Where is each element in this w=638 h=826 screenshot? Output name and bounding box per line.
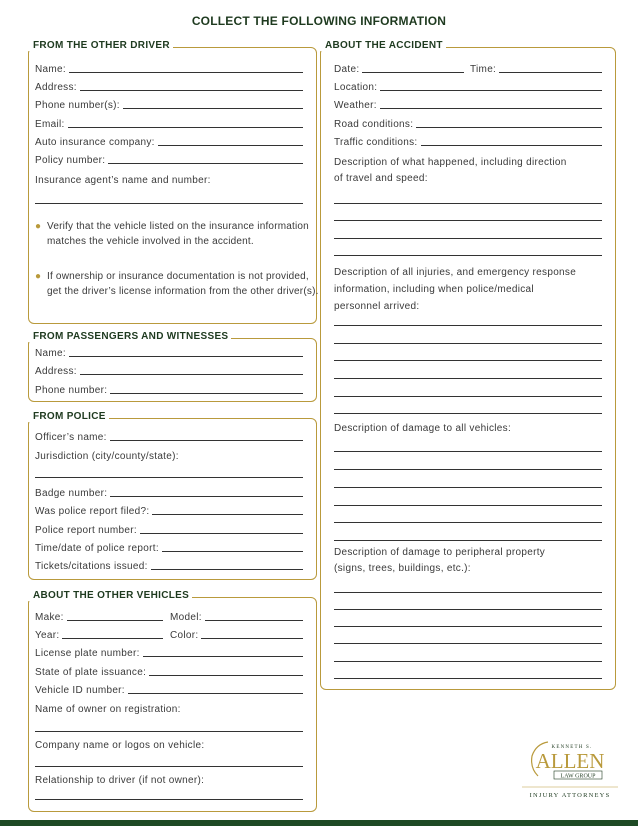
color-field[interactable]: Color:	[170, 630, 303, 641]
make-field[interactable]: Make:	[35, 612, 163, 623]
logo-name-text: ALLEN	[535, 749, 605, 773]
witness-name-field[interactable]: Name:	[35, 348, 303, 359]
desc3-line[interactable]	[334, 540, 602, 541]
traffic-conditions-field[interactable]: Traffic conditions:	[334, 137, 602, 148]
desc2-line[interactable]	[334, 413, 602, 414]
report-time-field[interactable]: Time/date of police report:	[35, 543, 303, 554]
desc3-line[interactable]	[334, 522, 602, 523]
witness-address-field[interactable]: Address:	[35, 366, 303, 377]
badge-number-field[interactable]: Badge number:	[35, 488, 303, 499]
allen-law-group-logo	[520, 738, 620, 800]
section-heading: FROM THE OTHER DRIVER	[27, 40, 173, 51]
desc-what-happened-label: Description of what happened, including direction of travel and speed:	[334, 157, 567, 184]
desc-injuries-label: Description of all injuries, and emergency response information, including when police/medical personnel arrived:	[334, 267, 577, 312]
desc3-line[interactable]	[334, 505, 602, 506]
relationship-label: Relationship to driver (if not owner):	[35, 775, 205, 786]
year-field[interactable]: Year:	[35, 630, 163, 641]
desc2-line[interactable]	[334, 378, 602, 379]
jurisdiction-line[interactable]	[35, 477, 303, 478]
logo-mark	[520, 738, 620, 800]
driver-phone-field[interactable]: Phone number(s):	[35, 100, 303, 111]
desc1-line[interactable]	[334, 238, 602, 239]
plate-number-field[interactable]: License plate number:	[35, 648, 303, 659]
desc4-line[interactable]	[334, 592, 602, 593]
owner-line[interactable]	[35, 731, 303, 732]
desc4-line[interactable]	[334, 626, 602, 627]
driver-agent-label: Insurance agent’s name and number:	[35, 175, 211, 186]
desc-vehicle-damage-label: Description of damage to all vehicles:	[334, 423, 512, 434]
desc4-line[interactable]	[334, 678, 602, 679]
jurisdiction-label: Jurisdiction (city/county/state):	[35, 451, 179, 462]
page-title: COLLECT THE FOLLOWING INFORMATION	[191, 14, 447, 28]
desc2-line[interactable]	[334, 396, 602, 397]
time-field[interactable]: Time:	[470, 64, 602, 75]
weather-field[interactable]: Weather:	[334, 100, 602, 111]
desc4-line[interactable]	[334, 643, 602, 644]
report-filed-field[interactable]: Was police report filed?:	[35, 506, 303, 517]
footer-bar	[0, 820, 638, 826]
driver-policy-field[interactable]: Policy number:	[35, 155, 303, 166]
desc2-line[interactable]	[334, 325, 602, 326]
road-conditions-field[interactable]: Road conditions:	[334, 119, 602, 130]
driver-address-field[interactable]: Address:	[35, 82, 303, 93]
location-field[interactable]: Location:	[334, 82, 602, 93]
logo-top-text: KENNETH S.	[551, 745, 593, 750]
officer-name-field[interactable]: Officer’s name:	[35, 432, 303, 443]
driver-name-field[interactable]: Name:	[35, 64, 303, 75]
desc-property-damage-label: Description of damage to peripheral property (signs, trees, buildings, etc.):	[334, 547, 546, 574]
relationship-line[interactable]	[35, 799, 303, 800]
desc1-line[interactable]	[334, 255, 602, 256]
date-field[interactable]: Date:	[334, 64, 464, 75]
desc4-line[interactable]	[334, 661, 602, 662]
bullet-license: ● If ownership or insurance documentation is not provided, get the driver’s license information from the other driver(s).	[35, 271, 319, 297]
section-heading: ABOUT THE ACCIDENT	[319, 40, 446, 51]
report-number-field[interactable]: Police report number:	[35, 525, 303, 536]
driver-insurance-field[interactable]: Auto insurance company:	[35, 137, 303, 148]
owner-label: Name of owner on registration:	[35, 704, 181, 715]
logo-tagline-text: INJURY ATTORNEYS	[529, 792, 611, 799]
desc3-line[interactable]	[334, 469, 602, 470]
plate-state-field[interactable]: State of plate issuance:	[35, 667, 303, 678]
desc2-line[interactable]	[334, 343, 602, 344]
model-field[interactable]: Model:	[170, 612, 303, 623]
tickets-field[interactable]: Tickets/citations issued:	[35, 561, 303, 572]
company-label: Company name or logos on vehicle:	[35, 740, 205, 751]
driver-agent-line[interactable]	[35, 203, 303, 204]
driver-email-field[interactable]: Email:	[35, 119, 303, 130]
company-line[interactable]	[35, 766, 303, 767]
desc4-line[interactable]	[334, 609, 602, 610]
witness-phone-field[interactable]: Phone number:	[35, 385, 303, 396]
section-heading: FROM PASSENGERS AND WITNESSES	[27, 331, 231, 342]
vin-field[interactable]: Vehicle ID number:	[35, 685, 303, 696]
section-heading: FROM POLICE	[27, 411, 109, 422]
desc2-line[interactable]	[334, 360, 602, 361]
desc3-line[interactable]	[334, 487, 602, 488]
logo-sub-text: LAW GROUP	[560, 773, 596, 780]
bullet-icon: ●	[35, 221, 42, 232]
desc3-line[interactable]	[334, 451, 602, 452]
desc1-line[interactable]	[334, 203, 602, 204]
bullet-icon: ●	[35, 271, 42, 282]
bullet-verify: ● Verify that the vehicle listed on the insurance information matches the vehicle involved in the accident.	[35, 221, 309, 247]
section-heading: ABOUT THE OTHER VEHICLES	[27, 590, 192, 601]
desc1-line[interactable]	[334, 220, 602, 221]
